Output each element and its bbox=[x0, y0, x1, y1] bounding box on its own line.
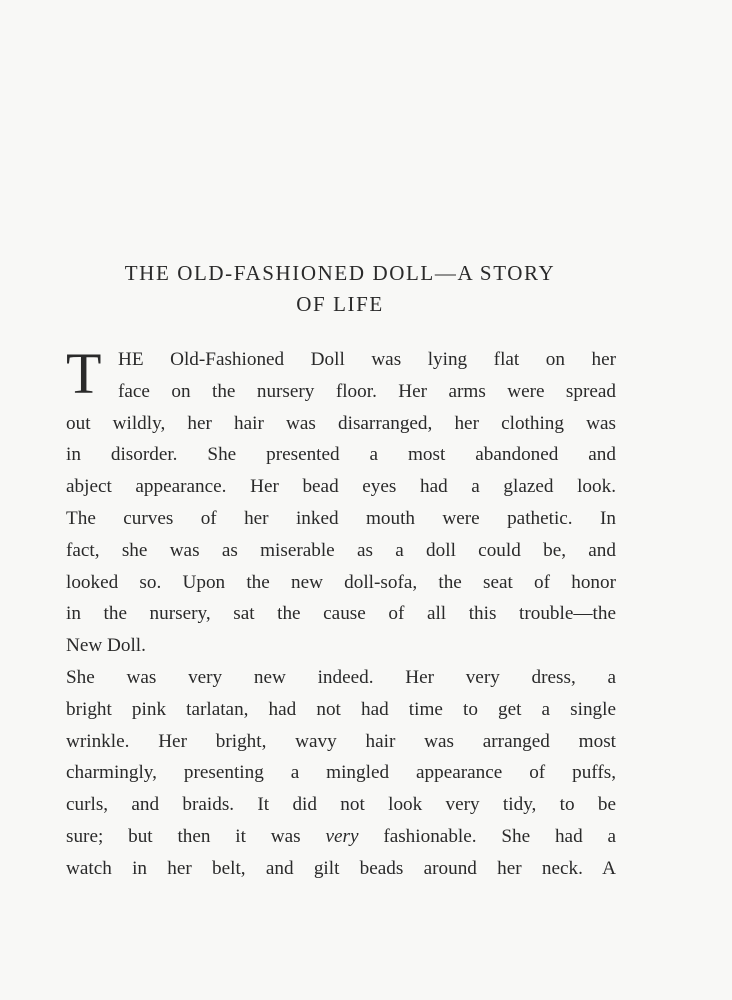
text-line: abject appearance. Her bead eyes had a glazed look. bbox=[66, 476, 616, 498]
text-line: bright pink tarlatan, had not had time to get a single bbox=[66, 698, 616, 720]
text-line: in disorder. She presented a most abandoned and bbox=[66, 444, 616, 466]
chapter-title bbox=[62, 258, 618, 320]
text-line: in the nursery, sat the cause of all this trouble—the bbox=[66, 603, 616, 625]
text-line: New Doll. bbox=[66, 635, 146, 657]
text-fragment: fashionable. She had a bbox=[383, 825, 617, 847]
text-line: HE Old-Fashioned Doll was lying flat on her bbox=[118, 349, 616, 370]
text-line-mixed bbox=[66, 821, 616, 853]
text-line: out wildly, her hair was disarranged, her clothing was bbox=[66, 412, 616, 434]
text-line: wrinkle. Her bright, wavy hair was arranged most bbox=[66, 730, 616, 752]
text-line: looked so. Upon the new doll-sofa, the seat of honor bbox=[66, 571, 616, 593]
text-line: curls, and braids. It did not look very tidy, to be bbox=[66, 794, 616, 816]
drop-cap: T bbox=[66, 341, 102, 406]
text-line: charmingly, presenting a mingled appearance of puffs, bbox=[66, 762, 616, 784]
chapter-title-line-1: THE OLD-FASHIONED DOLL—A STORY bbox=[124, 261, 556, 285]
text-line: She was very new indeed. Her very dress, a bbox=[66, 666, 616, 688]
text-line: watch in her belt, and gilt beads around her neck. A bbox=[66, 857, 616, 879]
text-line: fact, she was as miserable as a doll could be, and bbox=[66, 539, 616, 561]
emphasis-word: very bbox=[325, 825, 359, 847]
text-fragment: sure; but then it was bbox=[66, 825, 301, 847]
body-text bbox=[66, 341, 617, 885]
text-line: face on the nursery floor. Her arms were spread bbox=[118, 380, 616, 402]
text-line: The curves of her inked mouth were pathetic. In bbox=[66, 507, 616, 529]
chapter-title-line-2: OF LIFE bbox=[296, 292, 384, 316]
